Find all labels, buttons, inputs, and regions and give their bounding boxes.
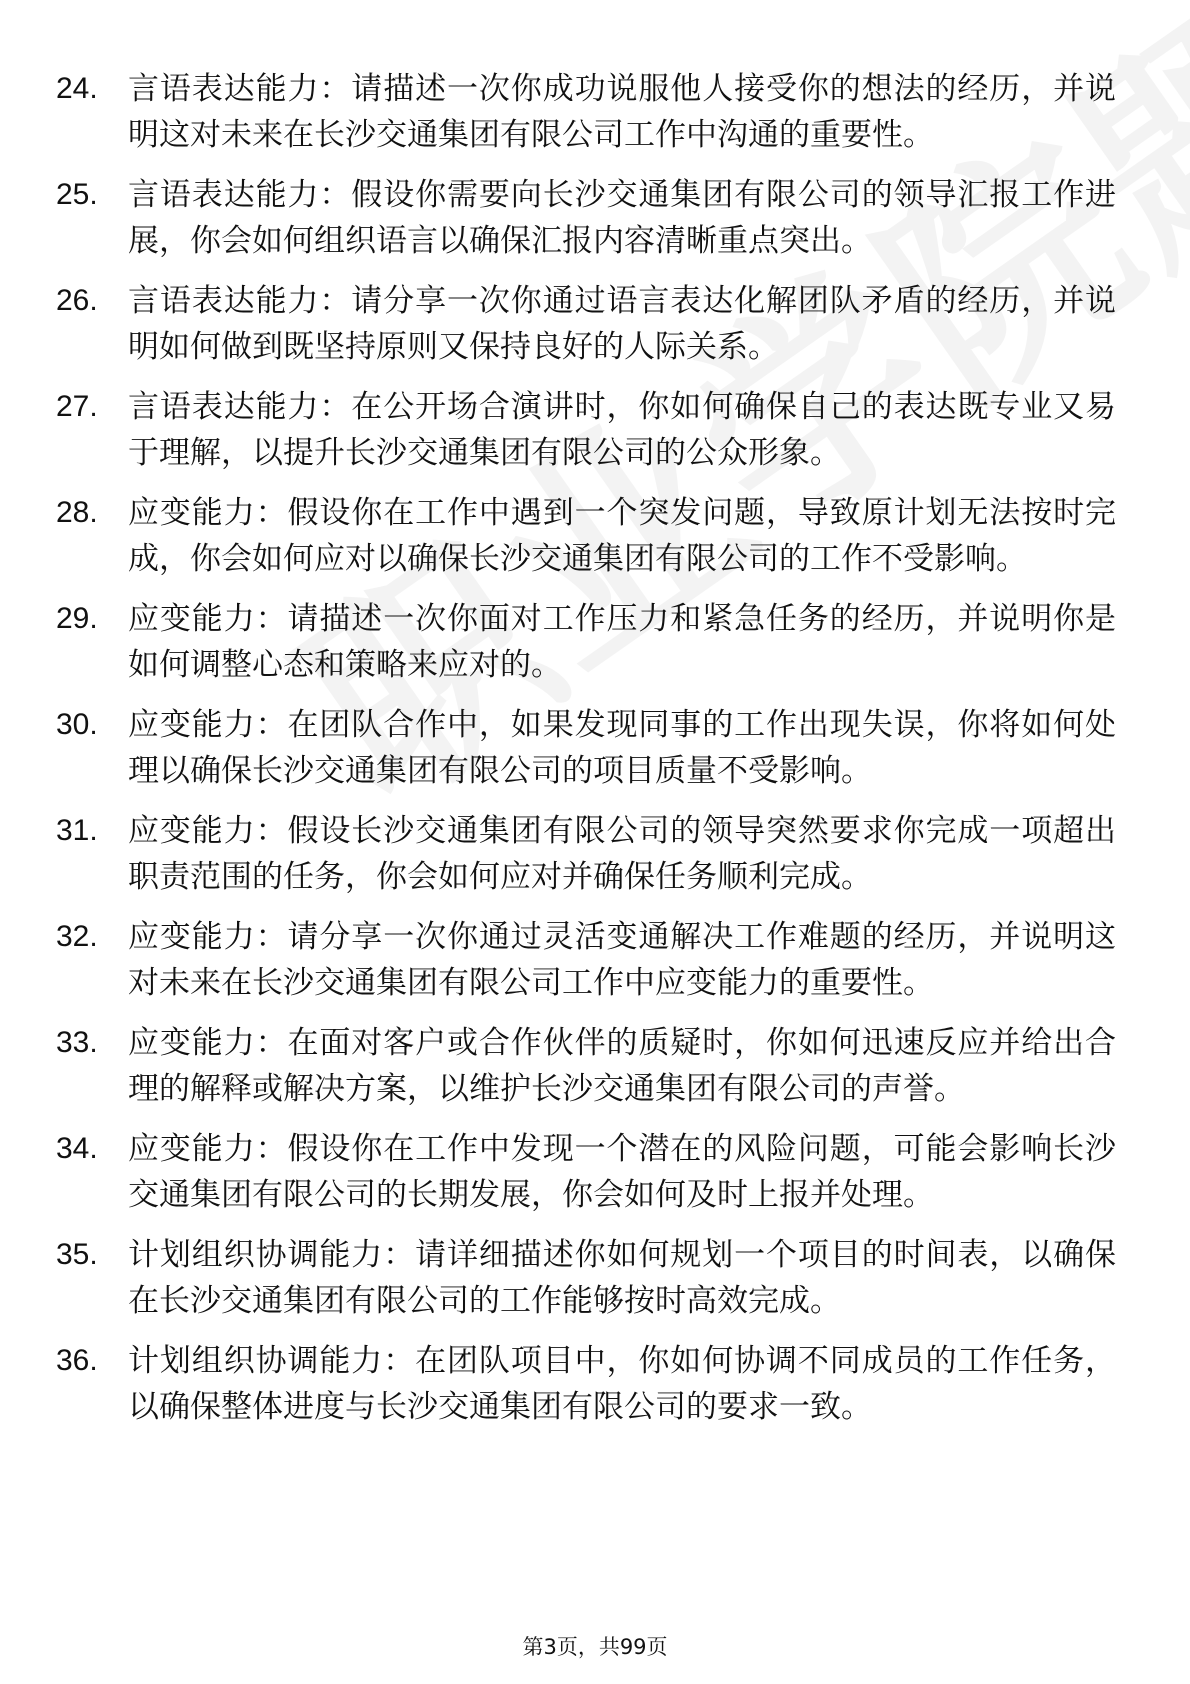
question-text: 言语表达能力：假设你需要向长沙交通集团有限公司的领导汇报工作进展，你会如何组织语言以确保汇报内容清晰重点突出。	[128, 177, 1116, 259]
question-number: 33.	[56, 1026, 98, 1059]
question-number: 29.	[56, 602, 98, 635]
question-item	[56, 66, 1116, 158]
question-text: 应变能力：请描述一次你面对工作压力和紧急任务的经历，并说明你是如何调整心态和策略来应对的。	[128, 601, 1116, 683]
question-number: 31.	[56, 814, 98, 847]
question-text: 应变能力：假设长沙交通集团有限公司的领导突然要求你完成一项超出职责范围的任务，你会如何应对并确保任务顺利完成。	[128, 813, 1116, 895]
question-item	[56, 172, 1116, 264]
question-item	[56, 490, 1116, 582]
question-text: 应变能力：在团队合作中，如果发现同事的工作出现失误，你将如何处理以确保长沙交通集团有限公司的项目质量不受影响。	[128, 707, 1116, 789]
question-number: 34.	[56, 1132, 98, 1165]
question-item	[56, 1126, 1116, 1218]
question-list	[56, 66, 1116, 1444]
question-number: 35.	[56, 1238, 98, 1271]
question-item	[56, 702, 1116, 794]
question-text: 言语表达能力：在公开场合演讲时，你如何确保自己的表达既专业又易于理解，以提升长沙交通集团有限公司的公众形象。	[128, 389, 1116, 471]
question-number: 25.	[56, 178, 98, 211]
question-item	[56, 1020, 1116, 1112]
question-text: 言语表达能力：请分享一次你通过语言表达化解团队矛盾的经历，并说明如何做到既坚持原则又保持良好的人际关系。	[128, 283, 1116, 365]
question-number: 28.	[56, 496, 98, 529]
question-text: 应变能力：假设你在工作中发现一个潜在的风险问题，可能会影响长沙交通集团有限公司的长期发展，你会如何及时上报并处理。	[128, 1131, 1116, 1213]
question-text: 应变能力：请分享一次你通过灵活变通解决工作难题的经历，并说明这对未来在长沙交通集团有限公司工作中应变能力的重要性。	[128, 919, 1116, 1001]
question-item	[56, 914, 1116, 1006]
question-text: 计划组织协调能力：请详细描述你如何规划一个项目的时间表，以确保在长沙交通集团有限公司的工作能够按时高效完成。	[128, 1237, 1116, 1319]
question-text: 计划组织协调能力：在团队项目中，你如何协调不同成员的工作任务，以确保整体进度与长沙交通集团有限公司的要求一致。	[128, 1343, 1116, 1425]
question-item	[56, 278, 1116, 370]
question-number: 32.	[56, 920, 98, 953]
question-text: 应变能力：在面对客户或合作伙伴的质疑时，你如何迅速反应并给出合理的解释或解决方案，以维护长沙交通集团有限公司的声誉。	[128, 1025, 1116, 1107]
question-item	[56, 596, 1116, 688]
question-text: 应变能力：假设你在工作中遇到一个突发问题，导致原计划无法按时完成，你会如何应对以确保长沙交通集团有限公司的工作不受影响。	[128, 495, 1116, 577]
question-number: 36.	[56, 1344, 98, 1377]
question-item	[56, 1232, 1116, 1324]
question-item	[56, 1338, 1116, 1430]
question-item	[56, 808, 1116, 900]
question-number: 27.	[56, 390, 98, 423]
question-number: 26.	[56, 284, 98, 317]
question-item	[56, 384, 1116, 476]
question-text: 言语表达能力：请描述一次你成功说服他人接受你的想法的经历，并说明这对未来在长沙交通集团有限公司工作中沟通的重要性。	[128, 71, 1116, 153]
question-number: 30.	[56, 708, 98, 741]
page-footer: 第3页，共99页	[522, 1635, 668, 1659]
question-number: 24.	[56, 72, 98, 105]
